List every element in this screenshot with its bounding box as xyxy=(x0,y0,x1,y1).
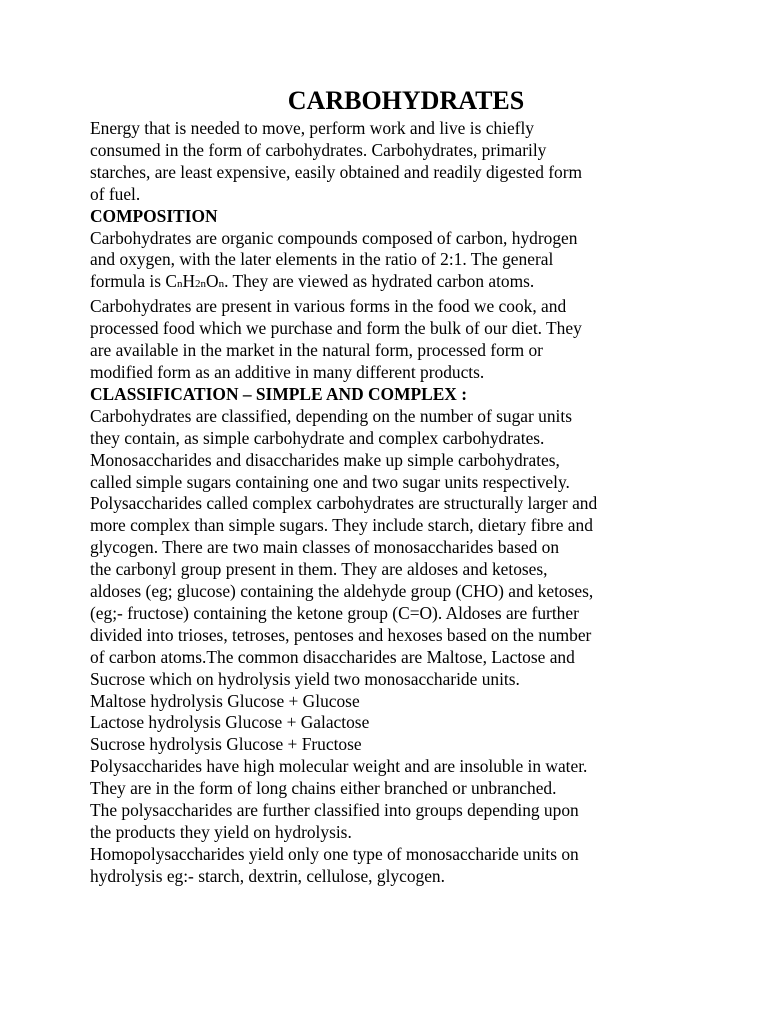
formula-element: H xyxy=(182,271,196,292)
text-line: called simple sugars containing one and two sugar units respectively. xyxy=(90,471,570,492)
text-line: Homopolysaccharides yield only one type of monosaccharide units on xyxy=(90,843,579,864)
text-line: hydrolysis eg:- starch, dextrin, cellulose, glycogen. xyxy=(90,865,445,886)
text-line: they contain, as simple carbohydrate and complex carbohydrates. xyxy=(90,427,545,448)
formula-prefix: formula is C xyxy=(90,271,177,292)
text-line: consumed in the form of carbohydrates. Carbohydrates, primarily xyxy=(90,139,547,160)
text-line: the products they yield on hydrolysis. xyxy=(90,822,352,842)
text-line: modified form as an additive in many different products. xyxy=(90,361,485,382)
formula-subscript: n xyxy=(176,278,183,291)
text-line: Polysaccharides have high molecular weight and are insoluble in water. xyxy=(90,756,588,777)
text-line: divided into trioses, tetroses, pentoses and hexoses based on the number xyxy=(90,624,592,645)
text-line: Sucrose hydrolysis Glucose + Fructose xyxy=(90,734,362,755)
section-heading-composition: COMPOSITION xyxy=(90,205,218,226)
intro-paragraph xyxy=(90,118,690,206)
text-line: the carbonyl group present in them. They are aldoses and ketoses, xyxy=(90,559,548,580)
text-line: glycogen. There are two main classes of monosaccharides based on xyxy=(90,537,560,558)
formula-suffix: . They are viewed as hydrated carbon atoms. xyxy=(224,271,535,292)
text-line: starches, are least expensive, easily obtained and readily digested form xyxy=(90,161,583,182)
page-title: CARBOHYDRATES xyxy=(287,86,525,115)
text-line: and oxygen, with the later elements in the ratio of 2:1. The general xyxy=(90,249,554,270)
text-line: processed food which we purchase and form the bulk of our diet. They xyxy=(90,318,582,339)
text-line: are available in the market in the natural form, processed form or xyxy=(90,340,543,361)
text-line: Monosaccharides and disaccharides make up simple carbohydrates, xyxy=(90,449,560,470)
text-line: Carbohydrates are organic compounds composed of carbon, hydrogen xyxy=(90,227,578,248)
formula-element: O xyxy=(206,271,219,292)
text-line: of carbon atoms.The common disaccharides are Maltose, Lactose and xyxy=(90,646,575,667)
text-line: Energy that is needed to move, perform work and live is chiefly xyxy=(90,118,534,138)
text-line: Polysaccharides called complex carbohydrates are structurally larger and xyxy=(90,493,598,514)
text-line: They are in the form of long chains either branched or unbranched. xyxy=(90,778,557,799)
text-line: Carbohydrates are present in various forms in the food we cook, and xyxy=(90,296,567,317)
text-line: aldoses (eg; glucose) containing the aldehyde group (CHO) and ketoses, xyxy=(90,581,594,602)
composition-paragraph xyxy=(90,228,690,384)
text-line: Maltose hydrolysis Glucose + Glucose xyxy=(90,690,360,711)
text-line: of fuel. xyxy=(90,183,141,204)
formula-subscript: 2n xyxy=(195,278,207,291)
formula-line xyxy=(90,271,690,296)
text-line: Sucrose which on hydrolysis yield two monosaccharide units. xyxy=(90,668,520,689)
section-heading-classification: CLASSIFICATION – SIMPLE AND COMPLEX : xyxy=(90,383,467,404)
text-line: Carbohydrates are classified, depending on the number of sugar units xyxy=(90,405,572,426)
text-line: Lactose hydrolysis Glucose + Galactose xyxy=(90,712,370,733)
text-line: The polysaccharides are further classified into groups depending upon xyxy=(90,800,579,821)
text-line: (eg;- fructose) containing the ketone group (C=O). Aldoses are further xyxy=(90,602,579,623)
document-body xyxy=(90,84,690,888)
formula-subscript: n xyxy=(218,278,225,291)
classification-paragraph xyxy=(90,406,690,888)
text-line: more complex than simple sugars. They include starch, dietary fibre and xyxy=(90,515,593,536)
